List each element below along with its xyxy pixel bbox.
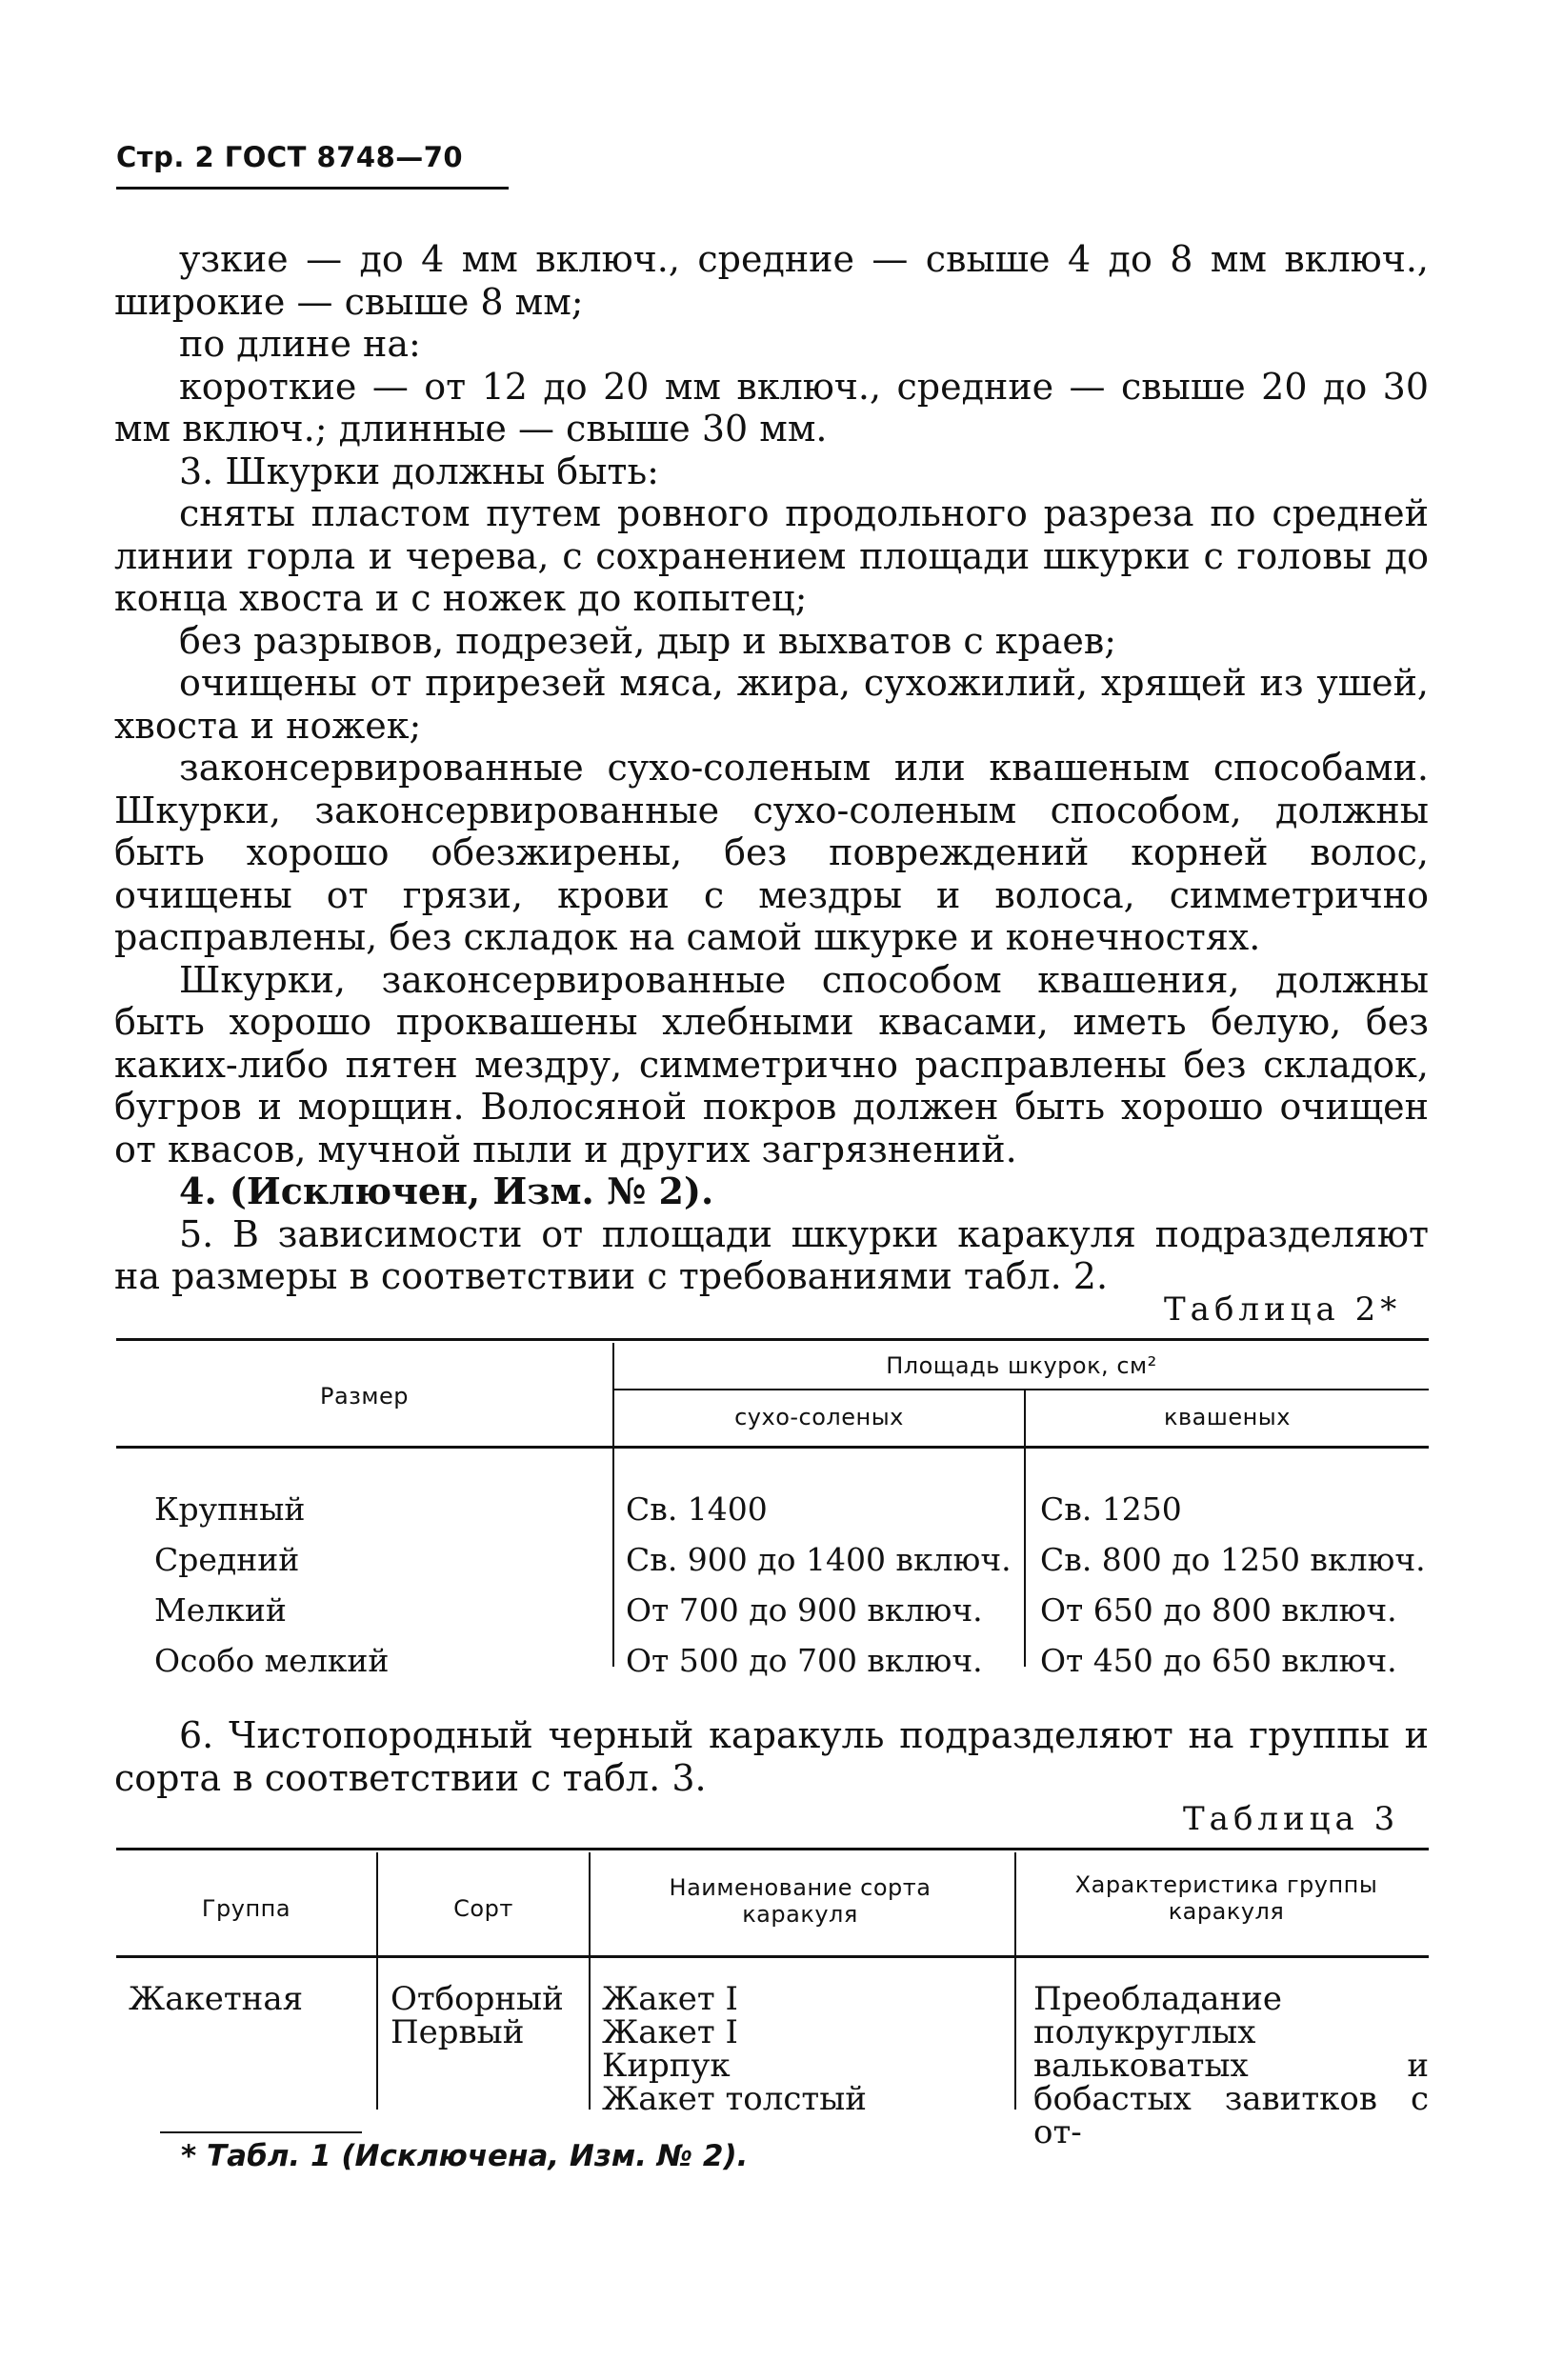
paragraph: 5. В зависимости от площади шкурки каракуля подразделяют на размеры в соответствии с требованиями табл. 2. [114,1212,1429,1297]
table2-top-rule [116,1338,1429,1341]
table2-cell-pickled: От 650 до 800 включ. [1040,1591,1397,1629]
table3-cell-grade-2: Первый [391,2013,525,2051]
table3-cell-grade-name-3: Кирпук [602,2047,731,2085]
table3-cell-grade-name-2: Жакет I [602,2013,738,2051]
table2-cell-size: Мелкий [154,1591,287,1629]
paragraph: Шкурки, законсервированные способом квашения, должны быть хорошо проквашены хлебными квасами, иметь белую, без каких-либо пятен мездру, симметрично расправлены без складок, бугров и морщин. Волосяной покров должен быть хорошо очищен от квасов, мучной пыли и других загрязнений. [114,958,1429,1170]
table3-cell-grade-name-1: Жакет I [602,1980,738,2018]
table3-header-grade-name: Наименование сорта каракуля [669,1874,932,1928]
header-rule [116,187,509,190]
footnote: * Табл. 1 (Исключена, Изм. № 2). [181,2139,749,2173]
table2-cell-size: Средний [154,1541,300,1578]
table2-header-area: Площадь шкурок, см² [886,1352,1157,1379]
table3-cell-group-char: Преобладание полукруглых вальковатых и бобастых завитков с от- [1033,1980,1429,2151]
table3-header-group-char: Характеристика группы каракуля [1074,1871,1378,1925]
table2-cell-dry-salted: От 700 до 900 включ. [626,1591,983,1629]
table2-vrule-2 [1024,1390,1026,1667]
table2-header-bottom-rule [116,1446,1429,1449]
table2-cell-pickled: Св. 1250 [1040,1490,1182,1528]
table2-cell-dry-salted: От 500 до 700 включ. [626,1642,983,1679]
table3-top-rule [116,1848,1429,1850]
footnote-rule [160,2131,362,2133]
table2-header-dry-salted: сухо-соленых [734,1404,904,1430]
table3-vrule-3 [1014,1852,1016,2110]
table3-header-group: Группа [201,1895,291,1922]
table3-cell-grade-name-4: Жакет толстый [602,2080,867,2118]
body-text [114,238,1429,1298]
table2-cell-dry-salted: Св. 1400 [626,1490,768,1528]
paragraph: сняты пластом путем ровного продольного разреза по средней линии горла и черева, с сохранением площади шкурки с головы до конца хвоста и с ножек до копытец; [114,492,1429,619]
paragraph: очищены от прирезей мяса, жира, сухожилий, хрящей из ушей, хвоста и ножек; [114,662,1429,747]
paragraph: по длине на: [179,323,421,365]
paragraph: законсервированные сухо-соленым или квашеным способами. Шкурки, законсервированные сухо-соленым способом, должны быть хорошо обезжирены, без повреждений корней волос, очищены от грязи, крови с мездры и волоса, симметрично расправлены, без складок на самой шкурке и конечностях. [114,747,1429,958]
table2-cell-size: Крупный [154,1490,306,1528]
table2-vrule-1 [612,1343,614,1667]
paragraph: узкие — до 4 мм включ., средние — свыше 4 до 8 мм включ., широкие — свыше 8 мм; [114,238,1429,323]
table3-cell-group: Жакетная [129,1980,304,2018]
table3-caption: Таблица 3 [1183,1800,1400,1838]
table3-cell-grade-1: Отборный [391,1980,564,2018]
table2-caption: Таблица 2* [1164,1290,1402,1329]
table2-cell-pickled: От 450 до 650 включ. [1040,1642,1397,1679]
table3-vrule-1 [376,1852,378,2110]
paragraph-6: 6. Чистопородный черный каракуль подразделяют на группы и сорта в соответствии с табл. 3. [114,1714,1429,1799]
table3-header-grade: Сорт [453,1895,513,1922]
paragraph: 4. (Исключен, Изм. № 2). [179,1170,714,1212]
paragraph: короткие — от 12 до 20 мм включ., средние — свыше 20 до 30 мм включ.; длинные — свыше 30 мм. [114,365,1429,450]
table2-header-mid-rule [614,1389,1429,1390]
table2-cell-pickled: Св. 800 до 1250 включ. [1040,1541,1426,1578]
paragraph: без разрывов, подрезей, дыр и выхватов с краев; [179,619,1117,662]
table2-header-size: Размер [319,1383,410,1410]
table3-vrule-2 [589,1852,591,2110]
table2-header-pickled: квашеных [1164,1404,1291,1430]
table2-cell-dry-salted: Св. 900 до 1400 включ. [626,1541,1012,1578]
paragraph: 3. Шкурки должны быть: [179,450,659,492]
paragraph-6-block [114,1714,1429,1799]
table3-header-bottom-rule [116,1955,1429,1958]
page-header: Стр. 2 ГОСТ 8748—70 [116,141,464,173]
table2-cell-size: Особо мелкий [154,1642,390,1679]
